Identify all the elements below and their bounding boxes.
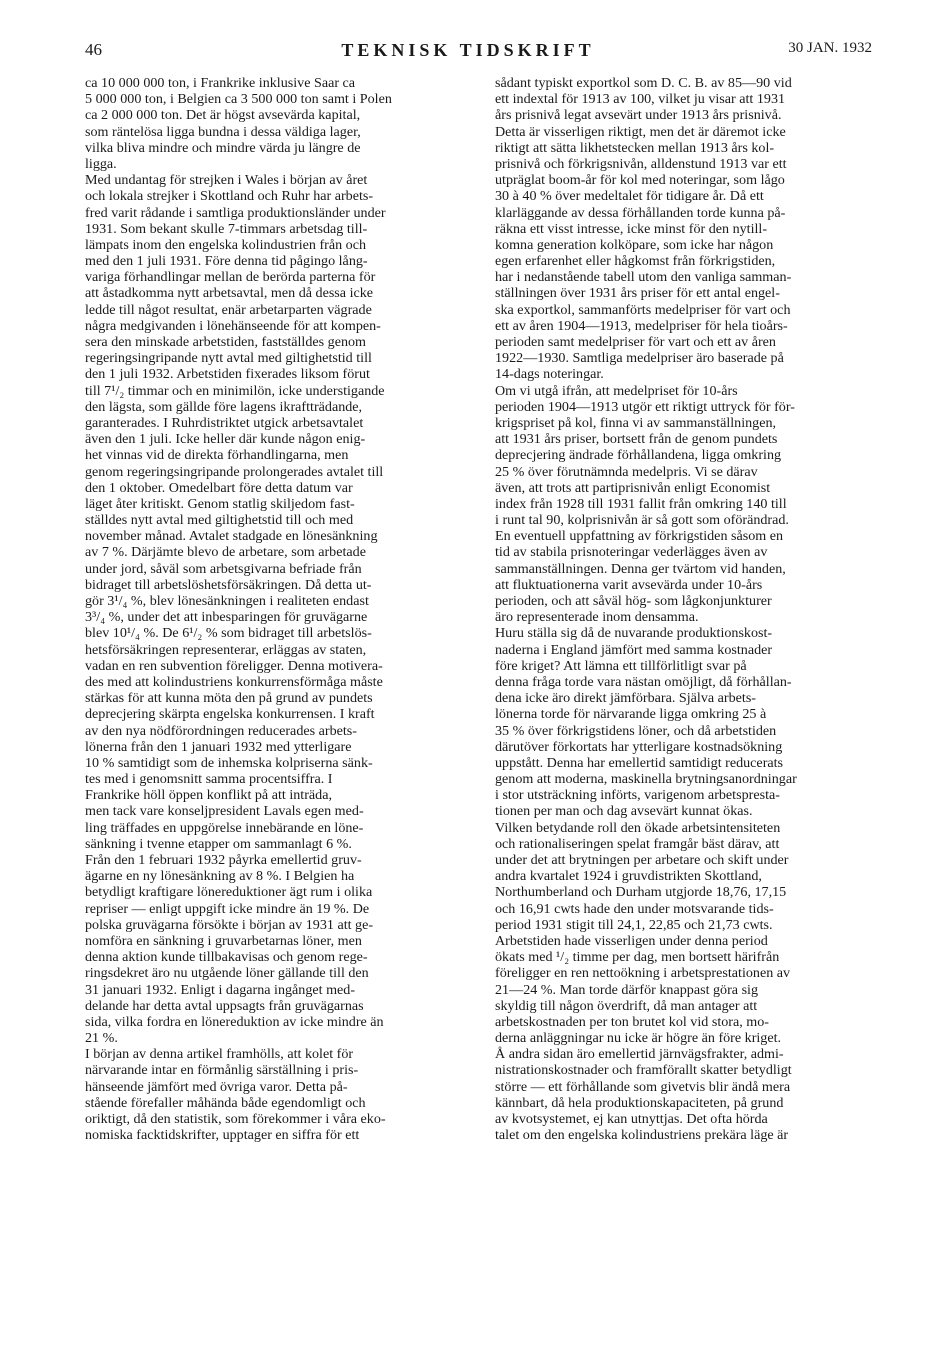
- text-line: Frankrike höll öppen konflikt på att inträda,: [85, 787, 332, 804]
- text-line: den 1 juli 1932. Arbetstiden fixerades liksom förut: [85, 366, 370, 383]
- text-line: perioden, och att såväl hög- som lågkonjunkturer: [495, 593, 772, 609]
- text-line: genom regeringsingripande prolongerades avtalet till: [85, 463, 384, 480]
- text-line: av kvotsystemet, ej kan utnyttjas. Det ofta hörda: [495, 1111, 768, 1127]
- text-line: hetsförsäkringen representerar, erläggas av staten,: [85, 641, 367, 658]
- text-line: perioden samt medelpriser för vart och ett av åren: [495, 334, 776, 350]
- text-line: Med undantag för strejken i Wales i början av året: [85, 172, 368, 189]
- text-line: med den 1 juli 1931. Före denna tid pågingo lång-: [85, 253, 368, 270]
- text-line: andra kvartalet 1924 i gruvdistrikten Skottland,: [495, 868, 762, 885]
- text-line: 21 %.: [85, 1030, 118, 1047]
- text-line: 31 januari 1932. Enligt i dagarna ingånget med-: [85, 981, 356, 998]
- text-line: klarläggande av dessa förhållanden torde kunna på-: [495, 204, 786, 221]
- left-column: [85, 75, 470, 1143]
- text-line: några medgivanden i lönehänseende för att kompen-: [85, 317, 381, 334]
- text-line: att fluktuationerna varit avsevärda under 10-års: [495, 576, 763, 593]
- text-line: Arbetstiden hade visserligen under denna period: [495, 932, 768, 949]
- text-line: dena icke äro direkt jämförbara. Själva arbets-: [495, 690, 757, 707]
- text-line: äro representerade inom densamma.: [495, 609, 699, 626]
- text-line: den 1 oktober. Omedelbart före detta datum var: [85, 479, 353, 496]
- text-line: denna fråga torde vara nästan omöjligt, då förhållan-: [495, 673, 792, 690]
- text-line: Northumberland och Durham utgjorde 18,76, 17,15: [495, 884, 787, 901]
- text-line: delande har detta avtal uppsagts från gruvägarnas: [85, 997, 364, 1014]
- text-line: och rationaliseringen spelat framgår bäst därav, att: [495, 835, 780, 852]
- text-line: sammanställningen. Denna ger tvärtom vid handen,: [495, 560, 786, 577]
- text-line: fred varit rådande i samtliga produktionsländer under: [85, 204, 386, 221]
- text-line: ledde till något resultat, enär arbetarparten vägrade: [85, 301, 372, 318]
- text-line: Å andra sidan äro emellertid järnvägsfrakter, admi-: [495, 1046, 784, 1063]
- text-line: repriser — enligt uppgift icke mindre än 19 %. De: [85, 900, 370, 917]
- text-line: Om vi utgå ifrån, att medelpriset för 10-års: [495, 382, 738, 399]
- text-line: ett indextal för 1913 av 100, vilket ju visar att 1931: [495, 91, 786, 108]
- text-line: stående förefaller måhända både egendomligt och: [85, 1094, 366, 1111]
- text-line: föreligger en ren nettoökning i arbetsprestationen av: [495, 965, 791, 982]
- text-line: närvarande intar en förmånlig särställning i pris-: [85, 1062, 359, 1079]
- text-line: lönerna torde för närvarande ligga omkring 25 à: [495, 706, 767, 723]
- text-line: ling träffades en uppgörelse innebärande en löne-: [85, 819, 364, 836]
- text-line: ett av åren 1904—1913, medelpriser för hela tioårs-: [495, 317, 788, 334]
- text-line: men tack vare konseljpresident Lavals egen med-: [85, 803, 364, 820]
- text-line: sida, vilka fordra en lönereduktion av icke mindre än: [85, 1013, 384, 1030]
- text-line: ägarne en ny lönesänkning av 8 %. I Belgien ha: [85, 868, 355, 885]
- issue-date: 30 JAN. 1932: [788, 40, 872, 56]
- text-line: 3³/₄ %, under det att inbesparingen för gruvägarne: [85, 609, 368, 626]
- text-line: nomiska facktidskrifter, upptager en siffra för ett: [85, 1127, 360, 1144]
- text-line: Detta är visserligen riktigt, men det är däremot icke: [495, 123, 786, 140]
- text-line: tes med i genomsnitt samma procentsiffra. I: [85, 771, 333, 788]
- text-line: Vilken betydande roll den ökade arbetsintensiteten: [495, 819, 781, 836]
- text-line: 21—24 %. Man torde därför knappast göra sig: [495, 981, 759, 998]
- text-line: arbetskostnaden per ton brutet kol vid stora, mo-: [495, 1013, 769, 1030]
- text-line: 30 à 40 % över medeltalet för tidigare år. Då ett: [495, 188, 764, 205]
- text-line: gör 3¹/₄ %, blev lönesänkningen i realiteten endast: [85, 593, 369, 609]
- text-line: att åstadkomma nytt arbetsavtal, men då dessa icke: [85, 285, 374, 302]
- text-line: het vinnas vid de direkta förhandlingarna, men: [85, 447, 349, 464]
- text-line: utpräglat boom-år för kol med noteringar, som lågo: [495, 172, 785, 189]
- text-line: derna anläggningar nu icke är högre än före kriget.: [495, 1030, 782, 1047]
- right-column: [495, 75, 876, 1143]
- text-line: ca 10 000 000 ton, i Frankrike inklusive Saar ca: [85, 75, 356, 91]
- text-line: lämpats inom den engelska kolindustrien från och: [85, 236, 367, 253]
- text-line: ska exportkol, sammanförts medelpriser för vart och: [495, 301, 791, 318]
- text-line: som räntelösa ligga bundna i dessa väldiga lager,: [85, 123, 361, 140]
- text-line: tionen per man och dag avsevärt kunnat ökas.: [495, 803, 753, 820]
- text-line: och lokala strejker i Skottland och Ruhr har arbets-: [85, 188, 374, 205]
- text-line: lönerna från den 1 januari 1932 med ytterligare: [85, 738, 352, 755]
- text-line: des med att kolindustriens konkurrensförmåga måste: [85, 673, 383, 690]
- text-line: skyldig till någon överdrift, då man antager att: [495, 997, 758, 1014]
- text-line: därutöver förkortats har ytterligare kostnadsökning: [495, 738, 783, 755]
- text-line: 1922—1930. Samtliga medelpriser äro baserade på: [495, 350, 784, 367]
- text-line: tid av stabila prisnoteringar vederlägges även av: [495, 544, 768, 561]
- text-line: komna generation kolköpare, som icke har någon: [495, 236, 774, 253]
- text-line: period 1931 stigit till 24,1, 22,85 och 21,73 cwts.: [495, 916, 773, 933]
- text-line: 1931. Som bekant skulle 7-timmars arbetsdag till-: [85, 220, 368, 237]
- text-line: vilka bliva mindre och mindre värda ju längre de: [85, 139, 361, 156]
- text-line: i runt tal 90, kolprisnivån är så gott som oförändrad.: [495, 512, 789, 529]
- text-line: nistrationskostnader och framförallt skatter betydligt: [495, 1062, 792, 1079]
- page-number: 46: [85, 40, 102, 59]
- text-line: även den 1 juli. Icke heller där kunde någon enig-: [85, 431, 366, 448]
- text-line: ställdes nytt avtal med giltighetstid till och med: [85, 512, 354, 529]
- text-line: november månad. Avtalet stadgade en lönesänkning: [85, 528, 378, 545]
- text-line: perioden 1904—1913 utgör ett riktigt uttryck för för-: [495, 398, 795, 415]
- text-line: variga förhandlingar mellan de berörda parterna för: [85, 269, 376, 286]
- text-line: 25 % över förutnämnda medelpris. Vi se därav: [495, 463, 758, 480]
- text-line: har i nedanstående tabell utom den vanliga samman-: [495, 269, 792, 286]
- text-line: den lägsta, som gällde före lagens ikraftträdande,: [85, 398, 363, 415]
- text-line: bidraget till arbetslöshetsförsäkringen. Då detta ut-: [85, 576, 372, 593]
- text-line: av 7 %. Därjämte blevo de arbetare, som arbetade: [85, 544, 366, 561]
- text-line: denna aktion kunde tillbakavisas och genom rege-: [85, 949, 368, 966]
- text-line: under jord, såväl som arbetsgivarna befriade från: [85, 560, 362, 577]
- text-line: stärkas för att kunna möta den på grund av pundets: [85, 690, 373, 707]
- text-line: En eventuell uppfattning av förkrigstiden såsom en: [495, 528, 784, 545]
- text-line: genom att moderna, maskinella brytningsanordningar: [495, 771, 797, 788]
- text-line: räkna ett visst intresse, icke minst för den nytill-: [495, 220, 768, 237]
- text-line: års prisnivå legat avsevärt under 1913 års prisnivå.: [495, 107, 782, 124]
- text-line: Från den 1 februari 1932 påyrka emellertid gruv-: [85, 852, 362, 868]
- text-line: ringsdekret äro nu utgående löner gällande till den: [85, 965, 369, 982]
- text-line: blev 10¹/₄ %. De 6¹/₂ % som bidraget till arbetslös-: [85, 625, 372, 642]
- text-line: oriktigt, då den statistik, som förekommer i våra eko-: [85, 1111, 386, 1127]
- text-line: I början av denna artikel framhölls, att kolet för: [85, 1046, 354, 1063]
- text-line: 35 % över förkrigstidens löner, och då arbetstiden: [495, 722, 777, 739]
- text-line: ca 2 000 000 ton. Det är högst avsevärda kapital,: [85, 107, 361, 124]
- page-header: [0, 0, 936, 70]
- text-line: 10 % samtidigt som de inhemska kolpriserna sänk-: [85, 754, 373, 771]
- text-line: ställningen över 1931 års priser för ett antal engel-: [495, 285, 780, 302]
- text-line: nomföra en sänkning i gruvarbetarnas löner, men: [85, 932, 362, 949]
- text-line: talet om den engelska kolindustriens prekära läge är: [495, 1127, 789, 1144]
- text-line: vadan en ren subvention föreligger. Denna motivera-: [85, 657, 383, 674]
- text-line: hänseende jämfört med övriga varor. Detta på-: [85, 1078, 348, 1095]
- text-line: 14-dags noteringar.: [495, 366, 604, 383]
- text-line: före kriget? Att lämna ett tillförlitligt svar på: [495, 657, 747, 674]
- text-line: Huru ställa sig då de nuvarande produktionskost-: [495, 625, 773, 642]
- text-line: deprecjering skärpta engelska konkurrensen. I kraft: [85, 706, 375, 723]
- text-line: även, att trots att partiprisnivån enligt Economist: [495, 479, 771, 496]
- text-line: index från 1928 till 1931 fallit från omkring 140 till: [495, 495, 787, 512]
- text-line: deprecjering ändrade förhållandena, ligga omkring: [495, 447, 782, 464]
- text-line: i stor utsträckning införts, varigenom arbetspresta-: [495, 787, 780, 804]
- text-line: riktigt att sätta likhetstecken mellan 1913 års kol-: [495, 139, 775, 156]
- text-line: sera den minskade arbetstiden, fastställdes genom: [85, 334, 367, 350]
- text-line: egen erfarenhet eller hågkomst från förkrigstiden,: [495, 253, 776, 270]
- text-line: sådant typiskt exportkol som D. C. B. av 85—90 vid: [495, 75, 792, 91]
- text-line: ligga.: [85, 155, 117, 172]
- text-line: och 16,91 cwts hade den under motsvarande tids-: [495, 900, 774, 917]
- journal-title: TEKNISK TIDSKRIFT: [341, 40, 595, 60]
- text-line: krigspriset på kol, finna vi av sammanställningen,: [495, 414, 777, 431]
- text-line: sänkning i tvenne etapper om sammanlagt 6 %.: [85, 835, 352, 852]
- text-line: kännbart, då hela produktionskapaciteten, på grund: [495, 1094, 784, 1111]
- text-line: att 1931 års priser, bortsett från de genom pundets: [495, 431, 778, 448]
- text-line: polska gruvägarna försökte i början av 1931 att ge-: [85, 916, 374, 933]
- text-line: naderna i England jämfört med samma kostnader: [495, 641, 773, 658]
- text-line: läget åter kritiskt. Genom statlig skiljedom fast-: [85, 495, 355, 512]
- text-line: under det att brytningen per arbetare och skift under: [495, 852, 789, 868]
- text-line: ökats med ¹/₂ timme per dag, men bortsett härifrån: [495, 949, 780, 966]
- text-line: större — ett förhållande som givetvis blir ändå mera: [495, 1078, 791, 1095]
- text-line: regeringsingripande nytt avtal med giltighetstid till: [85, 350, 372, 367]
- text-line: till 7¹/₂ timmar och en minimilön, icke understigande: [85, 382, 385, 399]
- text-line: prisnivå och förkrigsnivån, alldenstund 1913 var ett: [495, 155, 787, 172]
- text-line: uppstått. Denna har emellertid samtidigt reducerats: [495, 754, 784, 771]
- text-line: av den nya nödförordningen reducerades arbets-: [85, 722, 357, 739]
- text-line: 5 000 000 ton, i Belgien ca 3 500 000 ton samt i Polen: [85, 91, 392, 108]
- text-line: garanterades. I Ruhrdistriktet utgick arbetsavtalet: [85, 414, 364, 431]
- text-line: betydligt kraftigare lönereduktioner ägt rum i olika: [85, 884, 373, 901]
